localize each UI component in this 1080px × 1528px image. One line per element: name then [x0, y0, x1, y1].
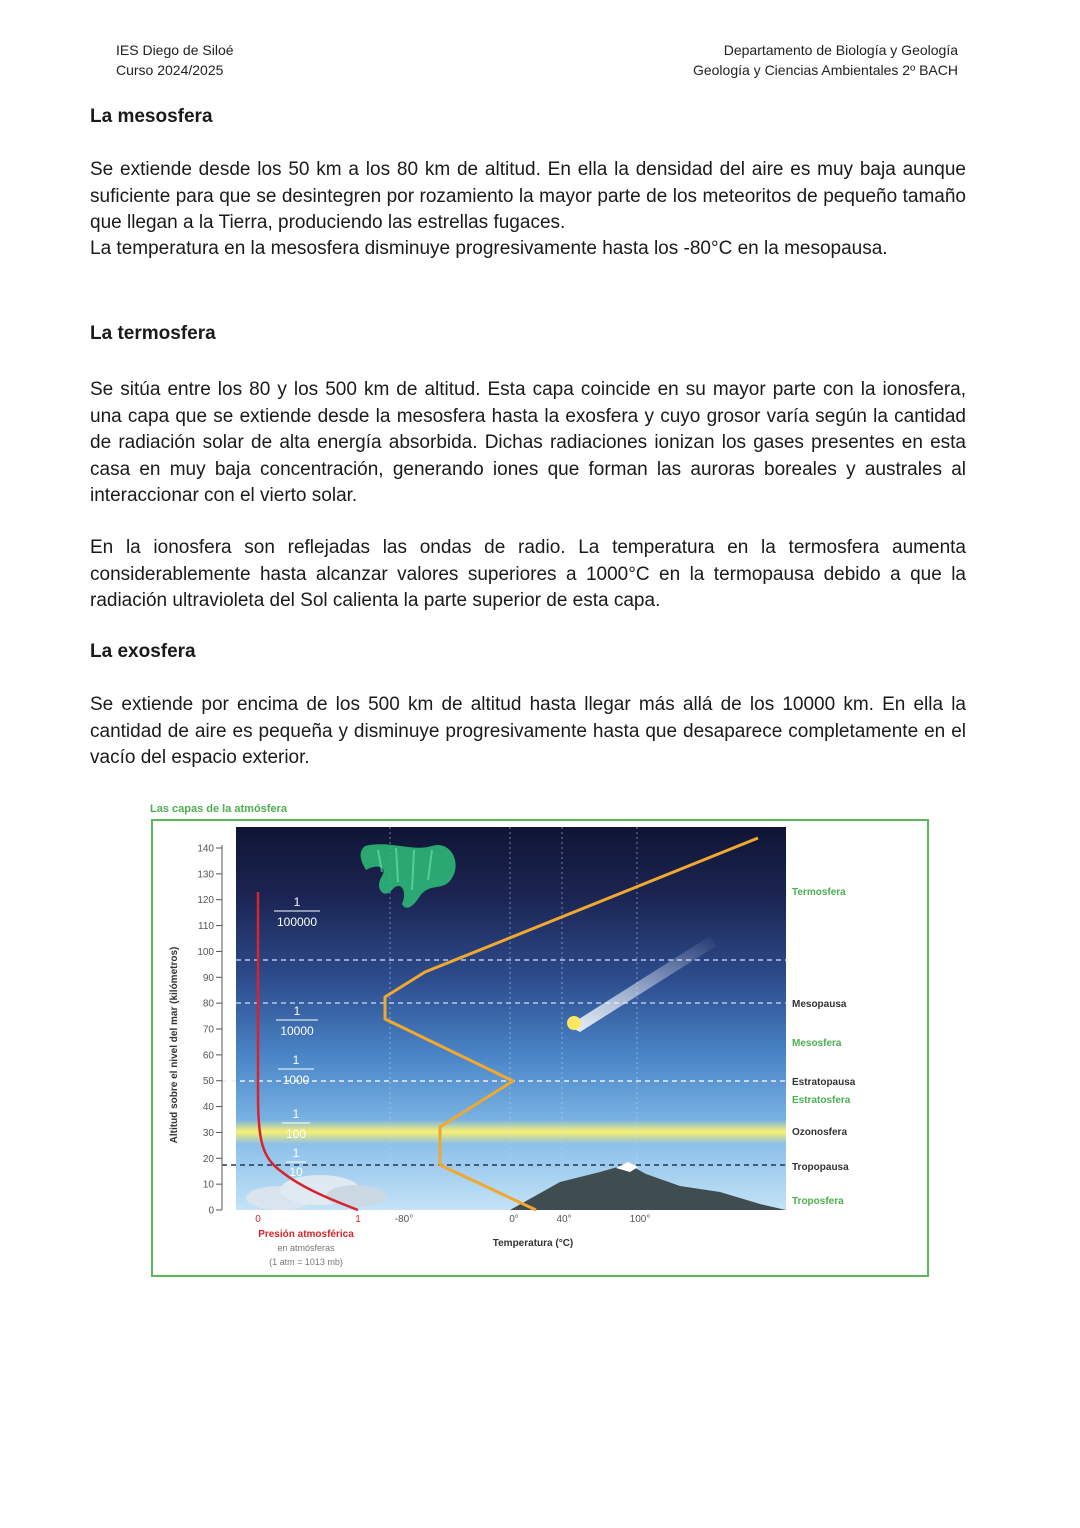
y-tick-label: 30 — [202, 1127, 214, 1139]
fraction-numerator: 1 — [292, 1053, 300, 1067]
section-title-mesosfera: La mesosfera — [90, 106, 213, 127]
atmosphere-diagram — [150, 800, 940, 1280]
y-tick-label: 0 — [208, 1205, 214, 1217]
fraction-numerator: 1 — [292, 1146, 300, 1160]
y-tick-label: 10 — [202, 1179, 214, 1191]
figure-title: Las capas de la atmósfera — [150, 803, 287, 815]
paragraph-termosfera-2: En la ionosfera son reflejadas las ondas de radio. La temperatura en la termosfera aumenta considerablemente hasta alcanzar valores superiores a 1000°C en la termopausa debido a que la radiación ultravioleta del Sol calienta la parte superior de esta capa. — [90, 537, 966, 611]
page-header-right — [693, 40, 958, 80]
y-axis-label: Altitud sobre el nivel del mar (kilómetros) — [169, 946, 180, 1144]
fraction-denominator: 100000 — [276, 915, 318, 929]
pressure-axis-sub1: en atmósferas — [277, 1243, 335, 1253]
fraction-denominator: 1000 — [282, 1073, 310, 1087]
y-tick-label: 90 — [202, 972, 214, 984]
paragraph-exosfera-1: Se extiende por encima de los 500 km de altitud hasta llegar más allá de los 10000 km. En ella la cantidad de aire es pequeña y disminuye progresivamente hasta que desaparece completamente en el vacío del espacio exterior. — [90, 694, 966, 768]
pressure-tick-1: 1 — [355, 1214, 361, 1225]
temp-tick: 0° — [509, 1214, 519, 1225]
label-mesopausa: Mesopausa — [792, 999, 847, 1010]
y-tick-label: 100 — [197, 946, 214, 958]
fraction-denominator: 100 — [285, 1127, 307, 1141]
fraction-numerator: 1 — [293, 895, 301, 909]
fraction-numerator: 1 — [292, 1107, 300, 1121]
course-year: Curso 2024/2025 — [116, 62, 224, 78]
label-tropopausa: Tropopausa — [792, 1162, 849, 1173]
section-title-termosfera: La termosfera — [90, 323, 216, 344]
y-tick-label: 120 — [197, 895, 214, 907]
paragraph-mesosfera-2: La temperatura en la mesosfera disminuye progresivamente hasta los -80°C en la mesopausa. — [90, 238, 888, 259]
department-name: Departamento de Biología y Geología — [723, 42, 958, 58]
label-estratosfera: Estratosfera — [792, 1095, 851, 1106]
label-ozonosfera: Ozonosfera — [792, 1127, 848, 1138]
y-tick-label: 140 — [197, 843, 214, 855]
y-tick-label: 50 — [202, 1076, 214, 1088]
fraction-numerator: 1 — [293, 1004, 301, 1018]
page-header-left — [116, 40, 234, 80]
sky-background — [236, 827, 786, 1210]
y-tick-label: 20 — [202, 1153, 214, 1165]
atmosphere-layers-figure — [150, 800, 940, 1280]
ozone-band — [236, 1120, 786, 1144]
subject-name: Geología y Ciencias Ambientales 2º BACH — [692, 62, 958, 78]
meteor-icon — [567, 1016, 581, 1030]
section-title-exosfera: La exosfera — [90, 641, 196, 662]
y-tick-label: 130 — [197, 869, 214, 881]
label-termosfera: Termosfera — [792, 887, 846, 898]
pressure-axis-label: Presión atmosférica — [258, 1229, 354, 1240]
y-tick-label: 110 — [198, 921, 214, 933]
label-estratopausa: Estratopausa — [792, 1077, 856, 1088]
y-tick-label: 60 — [202, 1050, 214, 1062]
pressure-axis-sub2: (1 atm = 1013 mb) — [269, 1257, 343, 1267]
label-mesosfera: Mesosfera — [792, 1038, 842, 1049]
fraction-denominator: 10 — [289, 1165, 303, 1179]
temperature-axis-label: Temperatura (°C) — [492, 1238, 574, 1249]
y-tick-label: 70 — [202, 1024, 214, 1036]
pressure-tick-0: 0 — [255, 1214, 261, 1225]
fraction-denominator: 10000 — [280, 1024, 314, 1038]
paragraph-termosfera-1: Se sitúa entre los 80 y los 500 km de altitud. Esta capa coincide en su mayor parte con la ionosfera, una capa que se extiende desde la mesosfera hasta la exosfera y cuyo grosor varía según la cantidad de radiación solar de alta energía absorbida. Dichas radiaciones ionizan los gases presentes en esta casa en muy baja concentración, generando iones que forman las auroras boreales y australes al interaccionar con el vierto solar. — [90, 379, 966, 506]
paragraph-mesosfera-1: Se extiende desde los 50 km a los 80 km de altitud. En ella la densidad del aire es muy baja aunque suficiente para que se desintegren por rozamiento la mayor parte de los meteoritos de pequeño tamaño que llegan a la Tierra, produciendo las estrellas fugaces. — [90, 159, 966, 233]
label-troposfera: Troposfera — [792, 1196, 844, 1207]
y-tick-label: 40 — [202, 1102, 214, 1114]
y-tick-label: 80 — [202, 998, 214, 1010]
temp-tick: -80° — [394, 1214, 414, 1225]
temp-tick: 40° — [556, 1214, 572, 1225]
school-name: IES Diego de Siloé — [116, 42, 234, 58]
temp-tick: 100° — [629, 1214, 651, 1225]
